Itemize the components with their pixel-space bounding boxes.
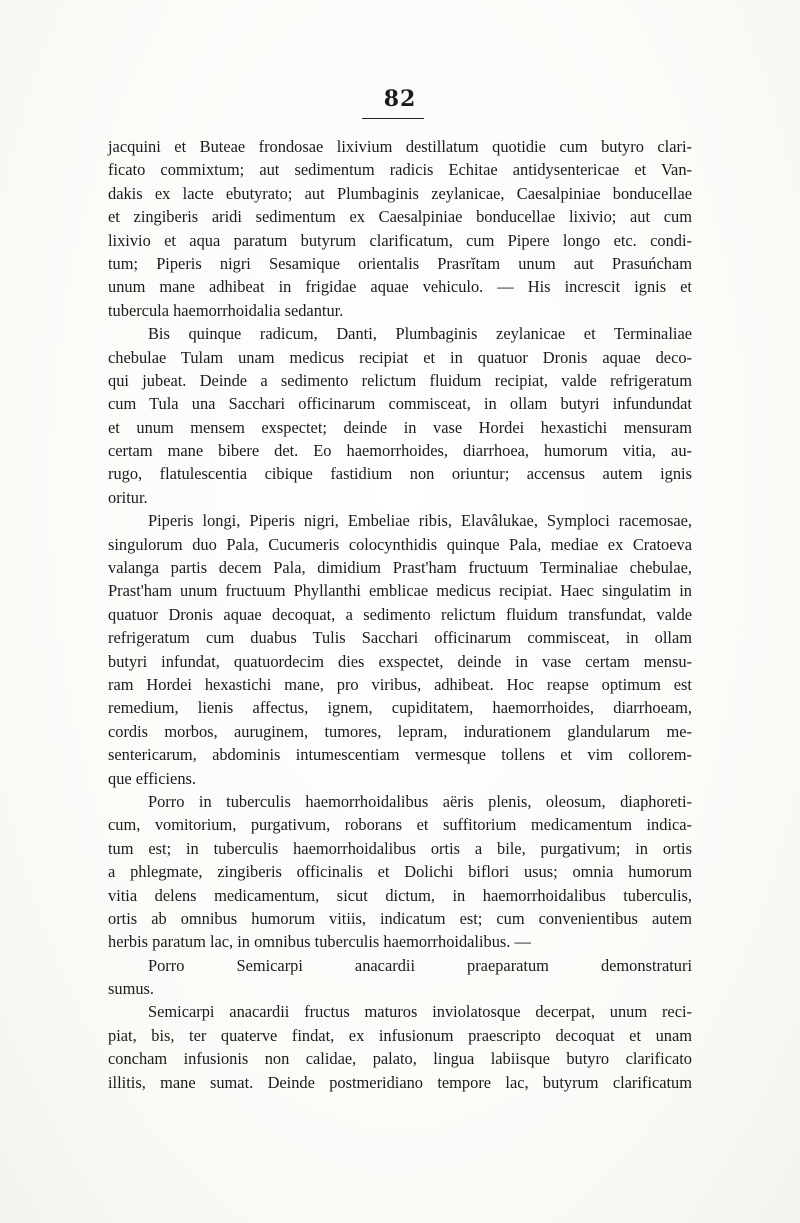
text-line: Bis quinque radicum, Danti, Plumbaginis zeylanicae et Terminaliae (148, 324, 692, 344)
text-line: herbis paratum lac, in omnibus tuberculis haemorrhoidalibus. — (108, 932, 531, 952)
page-number: 82 (383, 86, 417, 112)
text-line: certam mane bibere det. Eo haemorrhoides, diarrhoea, humorum vitia, au- (108, 441, 692, 461)
text-line: unum mane adhibeat in frigidae aquae vehiculo. — His increscit ignis et (108, 277, 692, 297)
text-line: illitis, mane sumat. Deinde postmeridiano tempore lac, butyrum clarificatum (108, 1072, 692, 1092)
text-line: dakis ex lacte ebutyrato; aut Plumbaginis zeylanicae, Caesalpiniae bonducellae (108, 183, 692, 203)
text-line: oritur. (108, 487, 148, 507)
text-line: Piperis longi, Piperis nigri, Embeliae ribis, Elavâlukae, Symploci racemosae, (148, 511, 692, 531)
text-line: chebulae Tulam unam medicus recipiat et in quatuor Dronis aquae deco- (108, 347, 692, 367)
text-line: cum, vomitorium, purgativum, roborans et suffitorium medicamentum indica- (108, 815, 692, 835)
text-line: tubercula haemorrhoidalia sedantur. (108, 300, 344, 320)
text-line: singulorum duo Pala, Cucumeris colocynthidis quinque Pala, mediae ex Cratoeva (108, 534, 692, 554)
text-line: et zingiberis aridi sedimentum ex Caesalpiniae bonducellae lixivio; aut cum (108, 207, 692, 227)
text-line: Prast'ham unum fructuum Phyllanthi emblicae medicus recipiat. Haec singulatim in (108, 581, 692, 601)
text-line: ortis ab omnibus humorum vitiis, indicatum est; cum convenientibus autem (108, 908, 692, 928)
text-line: Porro Semicarpi anacardii praeparatum demonstraturi (148, 955, 692, 975)
text-line: sumus. (108, 979, 154, 999)
text-line: concham infusionis non calidae, palato, lingua labiisque butyro clarificato (108, 1049, 692, 1069)
text-line: cordis morbos, auruginem, tumores, lepram, indurationem glandularum me- (108, 721, 692, 741)
body-text (108, 135, 692, 1094)
text-line: quatuor Dronis aquae decoquat, a sedimento relictum fluidum transfundat, valde (108, 604, 692, 624)
text-line: cum Tula una Sacchari officinarum commisceat, in ollam butyri infundundat (108, 394, 692, 414)
text-line: piat, bis, ter quaterve findat, ex infusionum praescripto decoquat et unam (108, 1025, 692, 1045)
text-line: Porro in tuberculis haemorrhoidalibus aëris plenis, oleosum, diaphoreti- (148, 791, 692, 811)
text-line: jacquini et Buteae frondosae lixivium destillatum quotidie cum butyro clari- (108, 137, 692, 156)
text-line: ram Hordei hexastichi mane, pro viribus, adhibeat. Hoc reapse optimum est (108, 674, 692, 694)
text-line: sentericarum, abdominis intumescentiam vermesque tollens et vim collorem- (108, 745, 692, 765)
text-line: vitia delens medicamentum, sicut dictum, in haemorrhoidalibus tuberculis, (108, 885, 692, 905)
text-line: que efficiens. (108, 768, 196, 788)
text-line: lixivio et aqua paratum butyrum clarificatum, cum Pipere longo etc. condi- (108, 230, 692, 250)
text-line: et unum mensem exspectet; deinde in vase Hordei hexastichi mensuram (108, 417, 692, 437)
text-line: valanga partis decem Pala, dimidium Prast'ham fructuum Terminaliae chebulae, (108, 558, 692, 578)
text-line: tum; Piperis nigri Sesamique orientalis Prasrĭtam unum aut Prasuńcham (108, 253, 692, 273)
text-line: ficato commixtum; aut sedimentum radicis Echitae antidysentericae et Van- (108, 160, 692, 180)
text-line: remedium, lienis affectus, ignem, cupiditatem, haemorrhoides, diarrhoeam, (108, 698, 692, 718)
text-line: tum est; in tuberculis haemorrhoidalibus ortis a bile, purgativum; in ortis (108, 838, 692, 858)
text-line: a phlegmate, zingiberis officinalis et Dolichi biflori usus; omnia humorum (108, 862, 692, 882)
text-line: rugo, flatulescentia cibique fastidium non oriuntur; accensus autem ignis (108, 464, 692, 484)
text-line: butyri infundat, quatuordecim dies exspectet, deinde in vase certam mensu- (108, 651, 692, 671)
text-line: Semicarpi anacardii fructus maturos inviolatosque decerpat, unum reci- (148, 1002, 692, 1022)
text-line: refrigeratum cum duabus Tulis Sacchari officinarum commisceat, in ollam (108, 628, 692, 648)
text-line: qui jubeat. Deinde a sedimento relictum fluidum recipiat, valde refrigeratum (108, 370, 692, 390)
header-rule (362, 118, 424, 119)
